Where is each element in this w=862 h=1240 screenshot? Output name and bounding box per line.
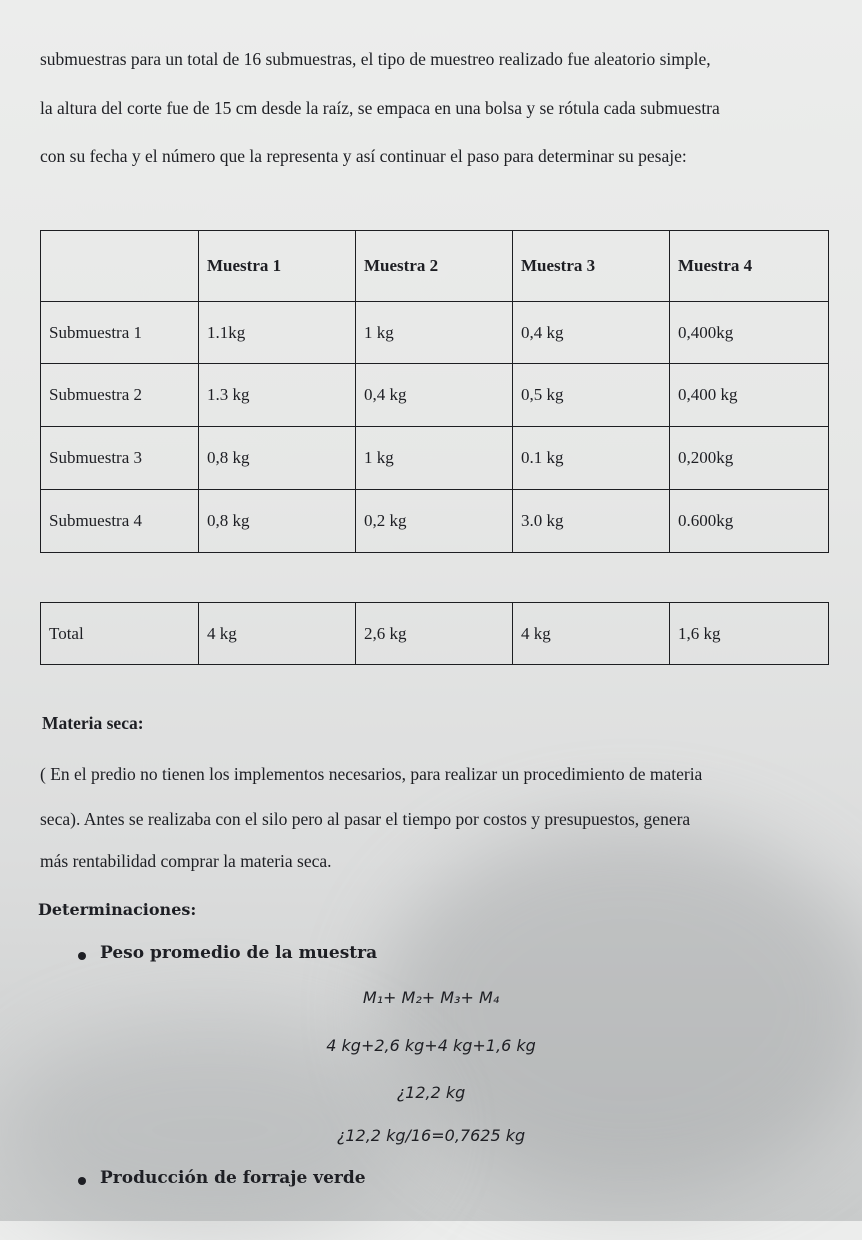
table-cell: 0,400 kg: [670, 364, 829, 427]
table-cell: 0,2 kg: [356, 490, 513, 553]
table-row: [41, 302, 829, 364]
header-blank: [41, 231, 199, 302]
materia-seca-line-2: seca). Antes se realizaba con el silo pero al pasar el tiempo por costos y presupuestos, genera: [40, 809, 691, 829]
table-header-row: [41, 231, 829, 302]
table-cell: 0,8 kg: [199, 490, 356, 553]
table-cell: 0,4 kg: [356, 364, 513, 427]
header-muestra-3: Muestra 3: [513, 231, 670, 302]
header-muestra-1: Muestra 1: [199, 231, 356, 302]
intro-line-2: la altura del corte fue de 15 cm desde la raíz, se empaca en una bolsa y se rótula cada submuestra: [40, 98, 720, 118]
table-cell: 0,8 kg: [199, 427, 356, 490]
bullet-dot: [78, 1177, 86, 1185]
table-cell: 3.0 kg: [513, 490, 670, 553]
table-cell: 0,4 kg: [513, 302, 670, 364]
formula-average: ¿12,2 kg/16=0,7625 kg: [336, 1126, 526, 1145]
bullet-peso-promedio: Peso promedio de la muestra: [100, 943, 378, 963]
header-muestra-2: Muestra 2: [356, 231, 513, 302]
totals-table: [40, 602, 829, 665]
row-label: Submuestra 4: [41, 490, 199, 553]
total-cell: 4 kg: [199, 603, 356, 665]
table-cell: 0.600kg: [670, 490, 829, 553]
row-label: Submuestra 3: [41, 427, 199, 490]
bullet-dot: [78, 952, 86, 960]
table-row: [41, 490, 829, 553]
table-row: [41, 364, 829, 427]
formula-total: ¿12,2 kg: [396, 1083, 466, 1102]
formula-symbolic: M₁+ M₂+ M₃+ M₄: [362, 988, 500, 1007]
totals-row: [41, 603, 829, 665]
totals-label: Total: [41, 603, 199, 665]
materia-seca-line-3: más rentabilidad comprar la materia seca.: [40, 851, 332, 871]
total-cell: 2,6 kg: [356, 603, 513, 665]
total-cell: 4 kg: [513, 603, 670, 665]
bullet-forraje-verde: Producción de forraje verde: [100, 1168, 366, 1188]
header-muestra-4: Muestra 4: [670, 231, 829, 302]
materia-seca-line-1: ( En el predio no tienen los implementos necesarios, para realizar un procedimiento de materia: [40, 764, 703, 784]
table-cell: 1.3 kg: [199, 364, 356, 427]
table-cell: 0,400kg: [670, 302, 829, 364]
table-cell: 0,5 kg: [513, 364, 670, 427]
formula-sum: 4 kg+2,6 kg+4 kg+1,6 kg: [326, 1036, 536, 1055]
intro-line-3: con su fecha y el número que la representa y así continuar el paso para determinar su pesaje:: [40, 146, 687, 166]
table-row: [41, 427, 829, 490]
table-cell: 1.1kg: [199, 302, 356, 364]
table-cell: 1 kg: [356, 302, 513, 364]
table-cell: 1 kg: [356, 427, 513, 490]
total-cell: 1,6 kg: [670, 603, 829, 665]
materia-seca-heading: Materia seca:: [42, 713, 144, 733]
row-label: Submuestra 2: [41, 364, 199, 427]
determinaciones-heading: Determinaciones:: [38, 900, 197, 919]
row-label: Submuestra 1: [41, 302, 199, 364]
table-cell: 0.1 kg: [513, 427, 670, 490]
intro-line-1: submuestras para un total de 16 submuestras, el tipo de muestreo realizado fue aleatorio simple,: [40, 49, 711, 69]
sample-weight-table: [40, 230, 829, 553]
table-cell: 0,200kg: [670, 427, 829, 490]
